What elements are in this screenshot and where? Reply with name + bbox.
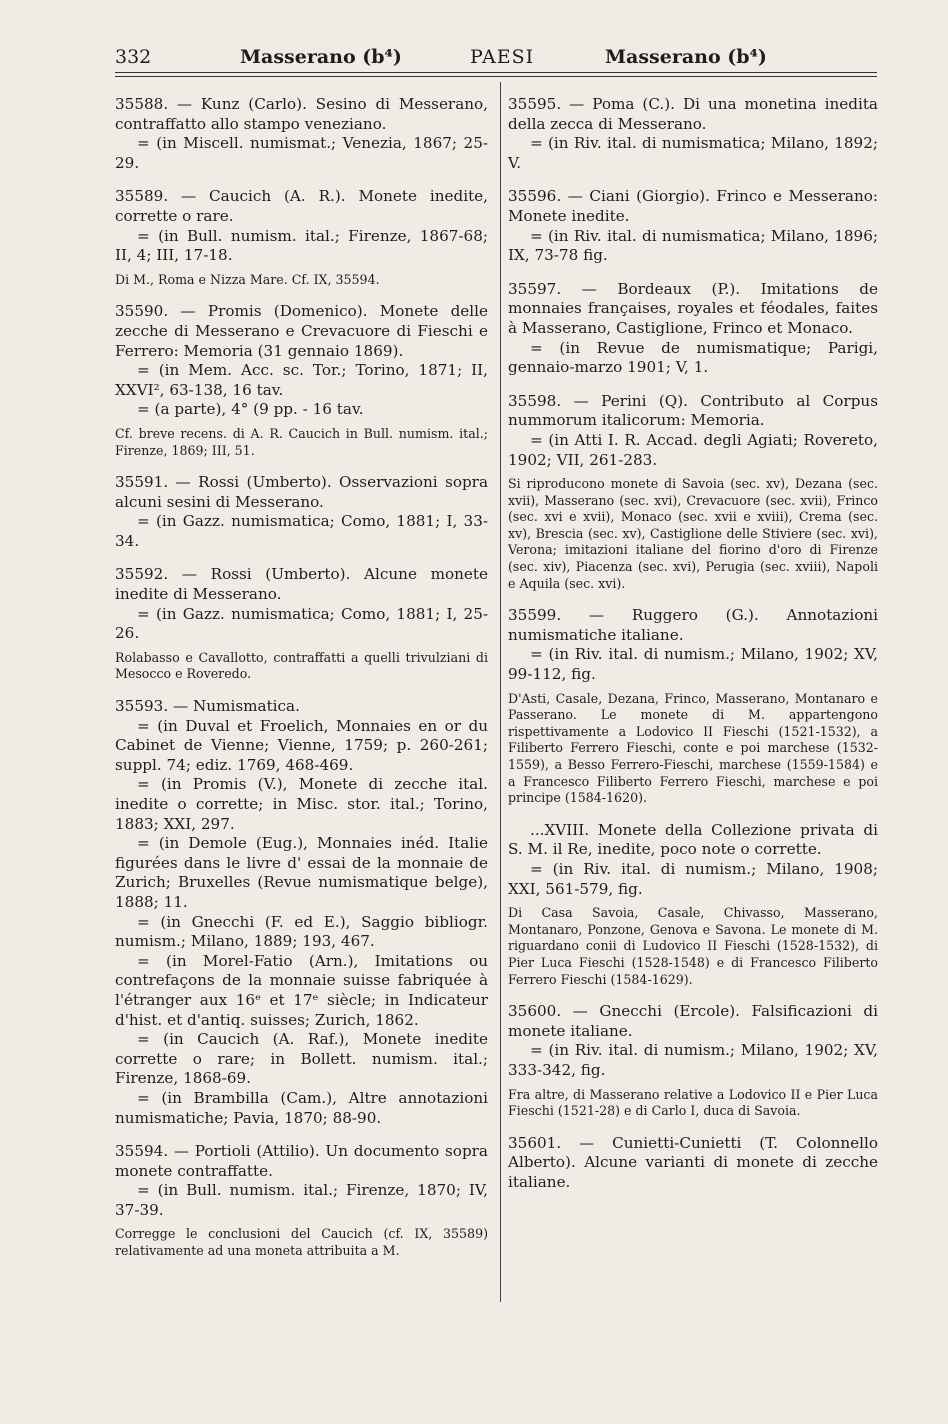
entry-heading: 35593. — Numismatica. (115, 697, 300, 716)
entry-xviii (508, 821, 878, 988)
section-title: PAESI (470, 46, 535, 68)
entry-35599 (508, 606, 878, 807)
right-column (508, 95, 878, 1206)
entry-citation: = (in Bull. numism. ital.; Firenze, 1867-68; II, 4; III, 17-18. (115, 226, 488, 265)
entry-heading: 35601. — Cunietti-Cunietti (T. Colonnello Alberto). Alcune varianti di monete di zecche italiane. (508, 1133, 878, 1191)
entry-35592 (115, 565, 488, 683)
entry-heading: 35589. — Caucich (A. R.). Monete inedite, corrette o rare. (115, 187, 488, 225)
entry-citation: = (in Demole (Eug.), Monnaies inéd. Italie figurées dans le livre d' essai de la monnaie de Zurich; Bruxelles (Revue numismatique belge), 1888; 11. (115, 834, 488, 911)
entry-citation: = (a parte), 4° (9 pp. - 16 tav. (137, 400, 364, 419)
header-rule (115, 72, 877, 73)
entry-citation: = (in Atti I. R. Accad. degli Agiati; Rovereto, 1902; VII, 261-283. (508, 430, 878, 469)
entry-citation: = (in Gazz. numismatica; Como, 1881; I, 33-34. (115, 512, 488, 550)
entry-heading: 35591. — Rossi (Umberto). Osservazioni sopra alcuni sesini di Messerano. (115, 473, 488, 511)
header-rule-double (115, 76, 877, 77)
entry-heading: 35594. — Portioli (Attilio). Un documento sopra monete contraffatte. (115, 1142, 488, 1180)
entry-heading: 35595. — Poma (C.). Di una monetina inedita della zecca di Messerano. (508, 95, 878, 133)
entry-35588 (115, 95, 488, 173)
entry-citation: = (in Promis (V.), Monete di zecche ital. inedite o corrette; in Misc. stor. ital.; Torino, 1883; XXI, 297. (115, 775, 488, 833)
entry-heading: ...XVIII. Monete della Collezione privata di S. M. il Re, inedite, poco note o corrette. (508, 820, 878, 859)
left-column (115, 95, 488, 1274)
entry-note: Rolabasso e Cavallotto, contraffatti a quelli trivulziani di Mesocco e Roveredo. (115, 649, 488, 682)
entry-citation: = (in Riv. ital. di numism.; Milano, 1902; XV, 333-342, fig. (508, 1041, 878, 1079)
entry-citation: = (in Riv. ital. di numismatica; Milano, 1896; IX, 73-78 fig. (508, 226, 878, 265)
entry-citation: = (in Caucich (A. Raf.), Monete inedite corrette o rare; in Bollett. numism. ital.; Firenze, 1868-69. (115, 1030, 488, 1088)
entry-citation: = (in Morel-Fatio (Arn.), Imitations ou contrefaçons de la monnaie suisse fabriquée à l'étranger aux 16ᵉ et 17ᵉ siècle; in Indicateur d'hist. et d'antiq. suisses; Zurich, 1862. (115, 951, 488, 1029)
entry-note: Cf. breve recens. di A. R. Caucich in Bull. numism. ital.; Firenze, 1869; III, 51. (115, 425, 488, 458)
entry-35590 (115, 302, 488, 459)
entry-heading: 35590. — Promis (Domenico). Monete delle zecche di Messerano e Crevacuore di Fieschi e Ferrero: Memoria (31 gennaio 1869). (115, 302, 488, 360)
entry-heading: 35588. — Kunz (Carlo). Sesino di Messerano, contraffatto allo stampo veneziano. (115, 95, 488, 133)
entry-citation: = (in Riv. ital. di numismatica; Milano, 1892; V. (508, 134, 878, 172)
entry-citation: = (in Mem. Acc. sc. Tor.; Torino, 1871; II, XXVI², 63-138, 16 tav. (115, 361, 488, 399)
entry-citation: = (in Duval et Froelich, Monnaies en or du Cabinet de Vienne; Vienne, 1759; p. 260-261; suppl. 74; ediz. 1769, 468-469. (115, 716, 488, 774)
entry-35595 (508, 95, 878, 173)
entry-citation: = (in Gnecchi (F. ed E.), Saggio bibliogr. numism.; Milano, 1889; 193, 467. (115, 912, 488, 951)
column-divider (500, 82, 501, 1302)
entry-heading: 35599. — Ruggero (G.). Annotazioni numismatiche italiane. (508, 606, 878, 644)
entry-citation: = (in Bull. numism. ital.; Firenze, 1870; IV, 37-39. (115, 1181, 488, 1219)
entry-35596 (508, 187, 878, 265)
entry-heading: 35592. — Rossi (Umberto). Alcune monete inedite di Messerano. (115, 565, 488, 604)
entry-citation: = (in Riv. ital. di numism.; Milano, 1902; XV, 99-112, fig. (508, 645, 878, 684)
entry-35598 (508, 392, 878, 593)
page-number: 332 (115, 46, 152, 68)
entry-citation: = (in Gazz. numismatica; Como, 1881; I, 25-26. (115, 604, 488, 643)
entry-citation: = (in Riv. ital. di numism.; Milano, 1908; XXI, 561-579, fig. (508, 859, 878, 898)
entry-35601 (508, 1134, 878, 1193)
running-title-right: Masserano (b⁴) (605, 46, 767, 68)
entry-35600 (508, 1002, 878, 1120)
entry-citation: = (in Brambilla (Cam.), Altre annotazioni numismatiche; Pavia, 1870; 88-90. (115, 1088, 488, 1127)
entry-citation: = (in Revue de numismatique; Parigi, gennaio-marzo 1901; V, 1. (508, 338, 878, 377)
entry-heading: 35600. — Gnecchi (Ercole). Falsificazioni di monete italiane. (508, 1002, 878, 1040)
entry-35594 (115, 1142, 488, 1260)
entry-heading: 35596. — Ciani (Giorgio). Frinco e Messerano: Monete inedite. (508, 187, 878, 225)
entry-note: Si riproducono monete di Savoia (sec. xv), Dezana (sec. xvii), Masserano (sec. xvi), Crevacuore (sec. xvii), Frinco (sec. xvi e xvii), Monaco (sec. xvii e xviii), Crema (sec. xv), Brescia (sec. xv), Castiglione delle Stiviere (sec. xvi), Verona; imitazioni italiane del fiorino d'oro di Firenze (sec. xiv), Piacenza (sec. xvi), Perugia (sec. xviii), Napoli e Aquila (sec. xvi). (508, 476, 878, 591)
entry-note: Di M., Roma e Nizza Mare. Cf. IX, 35594. (115, 271, 380, 287)
entry-35593 (115, 697, 488, 1128)
entry-heading: 35597. — Bordeaux (P.). Imitations de monnaies françaises, royales et féodales, faites à Masserano, Castiglione, Frinco et Monaco. (508, 279, 878, 337)
entry-35591 (115, 473, 488, 551)
entry-citation: = (in Miscell. numismat.; Venezia, 1867; 25-29. (115, 134, 488, 172)
entry-35597 (508, 280, 878, 378)
entry-note: Di Casa Savoia, Casale, Chivasso, Masserano, Montanaro, Ponzone, Genova e Savona. Le monete di M. riguardano conii di Ludovico II Fieschi (1528-1532), di Pier Luca Fieschi (1528-1548) e di Francesco Filiberto Ferrero Fieschi (1584-1629). (508, 905, 878, 987)
entry-35589 (115, 187, 488, 288)
running-title-left: Masserano (b⁴) (240, 46, 402, 68)
entry-note: Fra altre, di Masserano relative a Lodovico II e Pier Luca Fieschi (1521-28) e di Carlo I, duca di Savoia. (508, 1086, 878, 1119)
entry-note: D'Asti, Casale, Dezana, Frinco, Masserano, Montanaro e Passerano. Le monete di M. appartengono rispettivamente a Lodovico II Fieschi (1521-1532), a Filiberto Ferrero Fieschi, conte e poi marchese (1532-1559), a Besso Ferrero-Fieschi, marchese (1559-1584) e a Francesco Filiberto Ferrero Fieschi, marchese e poi principe (1584-1620). (508, 690, 878, 806)
entry-note: Corregge le conclusioni del Caucich (cf. IX, 35589) relativamente ad una moneta attribuita a M. (115, 1226, 488, 1259)
entry-heading: 35598. — Perini (Q). Contributo al Corpus nummorum italicorum: Memoria. (508, 391, 878, 430)
